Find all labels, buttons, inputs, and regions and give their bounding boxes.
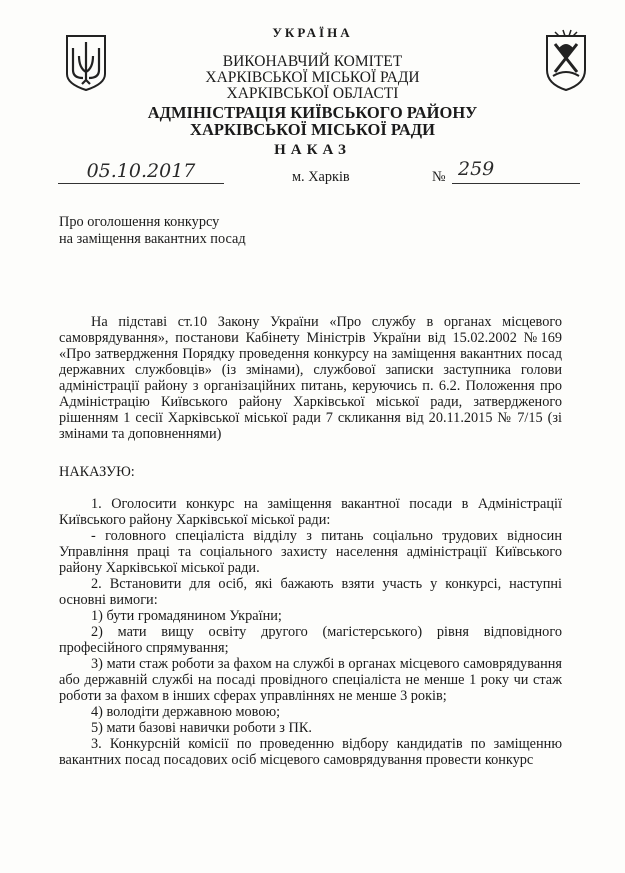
administration-line-1: АДМІНІСТРАЦІЯ КИЇВСЬКОГО РАЙОНУ [147,103,478,122]
preamble [59,314,562,442]
order-items [59,496,562,768]
country-heading: УКРАЇНА [272,25,353,40]
committee-line-2: ХАРКІВСЬКОЇ МІСЬКОЇ РАДИ [205,69,420,86]
order-item: 2. Встановити для осіб, які бажають взяти участь у конкурсі, наступні основні вимоги: [59,576,562,608]
order-item: 3) мати стаж роботи за фахом на службі в органах місцевого самоврядування або державній службі на посаді провідного спеціаліста не менше 1 року чи стаж роботи за фахом в інших сферах управліннях не менше 3 років; [59,656,562,704]
committee-line-3: ХАРКІВСЬКОЇ ОБЛАСТІ [226,85,399,102]
committee-line-1: ВИКОНАВЧИЙ КОМІТЕТ [222,53,403,70]
order-item: 1. Оголосити конкурс на заміщення вакантної посади в Адміністрації Київського району Харківської міської ради: [59,496,562,528]
decree-word: НАКАЗУЮ: [59,464,135,480]
order-item: 2) мати вищу освіту другого (магістерського) рівня відповідного професійного спрямування; [59,624,562,656]
preamble-text: На підставі ст.10 Закону України «Про службу в органах місцевого самоврядування», постанови Кабінету Міністрів України від 15.02.2002 №169 «Про затвердження Порядку проведення конкурсу на заміщення вакантних посад державних службовців» (із змінами), службової записки заступника голови адміністрації району з організаційних питань, керуючись п. 6.2. Положення про Адміністрацію Київського району Харківської міської ради, затвердженого рішенням 1 сесії Харківської міської ради 7 скликання від 20.11.2015 № 7/15 (зі змінами та доповненнями) [59,314,562,442]
number-underline [452,183,580,184]
subject-line-1: Про оголошення конкурсу [59,214,220,230]
order-item: 4) володіти державною мовою; [91,704,281,720]
date-underline [58,183,224,184]
number-label: № [432,169,446,185]
doc-type-heading: НАКАЗ [274,142,351,158]
order-date: 05.10.2017 [86,160,196,182]
administration-line-2: ХАРКІВСЬКОЇ МІСЬКОЇ РАДИ [190,120,435,139]
order-number: 259 [458,158,495,180]
city-label: м. Харків [292,169,350,185]
order-item: 1) бути громадянином України; [91,608,282,624]
subject-line-2: на заміщення вакантних посад [59,231,246,247]
order-item: 3. Конкурсній комісії по проведенню відбору кандидатів по заміщенню вакантних посад посадових осіб місцевого самоврядування провести конкурс [59,736,562,768]
order-item: 5) мати базові навички роботи з ПК. [91,720,312,736]
order-item: - головного спеціаліста відділу з питань соціально трудових відносин Управління праці та соціального захисту населення адміністрації Київського району Харківської міської ради. [59,528,562,576]
